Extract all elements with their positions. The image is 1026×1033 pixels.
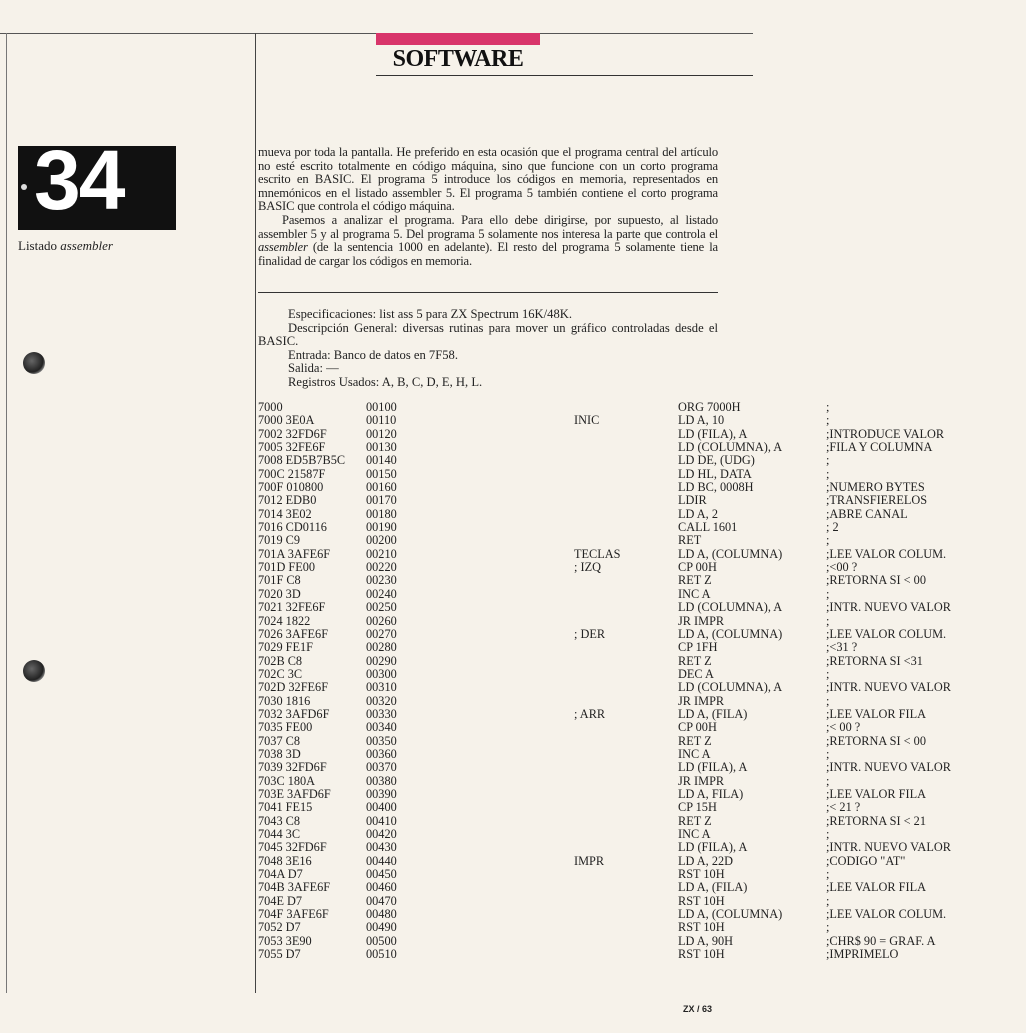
listing-row — [258, 775, 1026, 788]
listing-instr: JR IMPR — [678, 613, 725, 628]
title-rule — [376, 75, 753, 76]
listing-comment: ; — [826, 867, 830, 882]
listing-row — [258, 721, 1026, 734]
listing-addr: 702B C8 — [258, 653, 303, 668]
listing-instr: LD (COLUMNA), A — [678, 600, 783, 615]
listing-addr: 7043 C8 — [258, 813, 301, 828]
listing-comment: ;ABRE CANAL — [826, 506, 908, 521]
listing-instr: DEC A — [678, 666, 714, 681]
listing-label — [574, 868, 678, 881]
listing-row — [258, 508, 1026, 521]
listing-line: 00150 — [366, 466, 397, 481]
listing-instr: LD A, (FILA) — [678, 706, 748, 721]
listing-label — [574, 841, 678, 854]
listing-addr: 703E 3AFD6F — [258, 786, 331, 801]
listing-instr: CP 15H — [678, 800, 717, 815]
listing-row — [258, 788, 1026, 801]
listing-label — [574, 735, 678, 748]
listing-comment: ; — [826, 466, 830, 481]
listing-line: 00280 — [366, 640, 397, 655]
listing-line: 00320 — [366, 693, 397, 708]
listing-instr: RET Z — [678, 733, 712, 748]
listing-addr: 700F 010800 — [258, 480, 324, 495]
listing-comment: ;LEE VALOR COLUM. — [826, 546, 947, 561]
listing-instr: INC A — [678, 746, 711, 761]
listing-line: 00160 — [366, 480, 397, 495]
listing-instr: LD A, (FILA) — [678, 880, 748, 895]
listing-comment: ; — [826, 920, 830, 935]
listing-specifications — [258, 308, 718, 390]
listing-row — [258, 615, 1026, 628]
section-color-bar — [376, 33, 540, 45]
listing-row — [258, 855, 1026, 868]
listing-row — [258, 708, 1026, 721]
listing-addr: 7029 FE1F — [258, 640, 314, 655]
listing-label — [574, 895, 678, 908]
listing-addr: 701F C8 — [258, 573, 301, 588]
listing-addr: 7039 32FD6F — [258, 760, 327, 775]
listing-addr: 7019 C9 — [258, 533, 301, 548]
listing-line: 00180 — [366, 506, 397, 521]
listing-row — [258, 801, 1026, 814]
listing-label: ; IZQ — [574, 560, 601, 575]
listing-line: 00270 — [366, 626, 397, 641]
listing-comment: ;LEE VALOR COLUM. — [826, 626, 947, 641]
listing-comment: ; — [826, 893, 830, 908]
listing-addr: 704B 3AFE6F — [258, 880, 331, 895]
listing-comment: ; — [826, 613, 830, 628]
listing-line: 00460 — [366, 880, 397, 895]
listing-line: 00220 — [366, 560, 397, 575]
listing-line: 00390 — [366, 786, 397, 801]
spec-line: Especificaciones: list ass 5 para ZX Spectrum 16K/48K. — [288, 307, 572, 321]
column-rule — [255, 33, 256, 993]
listing-addr: 7012 EDB0 — [258, 493, 317, 508]
listing-comment: ;<00 ? — [826, 560, 858, 575]
listing-instr: LD A, 90H — [678, 933, 733, 948]
listing-line: 00330 — [366, 706, 397, 721]
paragraph-text: Pasemos a analizar el programa. Para ello debe dirigirse, por supuesto, al listado assembler 5 y al programa 5. Del programa 5 solamente nos interesa la parte que controla el — [258, 212, 718, 241]
listing-comment: ;LEE VALOR FILA — [826, 706, 926, 721]
listing-label — [574, 881, 678, 894]
listing-comment: ;TRANSFIERELOS — [826, 493, 928, 508]
badge-caption — [18, 238, 113, 254]
listing-line: 00300 — [366, 666, 397, 681]
caption-italic: assembler — [60, 238, 113, 253]
listing-row — [258, 401, 1026, 414]
listing-comment: ;CHR$ 90 = GRAF. A — [826, 933, 936, 948]
listing-label — [574, 681, 678, 694]
listing-addr: 7014 3E02 — [258, 506, 312, 521]
listing-line: 00230 — [366, 573, 397, 588]
listing-label: TECLAS — [574, 546, 621, 561]
listing-line: 00370 — [366, 760, 397, 775]
listing-label — [574, 574, 678, 587]
listing-row — [258, 841, 1026, 854]
listing-row — [258, 948, 1026, 961]
listing-label — [574, 921, 678, 934]
listing-row — [258, 681, 1026, 694]
listing-row — [258, 494, 1026, 507]
listing-line: 00250 — [366, 600, 397, 615]
listing-number: 34 — [34, 133, 124, 227]
listing-label: ; DER — [574, 626, 606, 641]
listing-row — [258, 414, 1026, 427]
listing-label — [574, 428, 678, 441]
listing-row — [258, 441, 1026, 454]
listing-label — [574, 441, 678, 454]
listing-comment: ; 2 — [826, 520, 839, 535]
listing-row — [258, 668, 1026, 681]
listing-label — [574, 494, 678, 507]
spec-line: Registros Usados: A, B, C, D, E, H, L. — [288, 374, 483, 389]
listing-instr: CP 1FH — [678, 640, 718, 655]
listing-label — [574, 655, 678, 668]
listing-instr: LD A, 2 — [678, 506, 718, 521]
listing-line: 00190 — [366, 520, 397, 535]
listing-addr: 7052 D7 — [258, 920, 301, 935]
listing-line: 00100 — [366, 400, 397, 414]
listing-line: 00510 — [366, 947, 397, 962]
listing-comment: ;FILA Y COLUMNA — [826, 440, 933, 455]
listing-addr: 704F 3AFE6F — [258, 907, 329, 922]
listing-row — [258, 548, 1026, 561]
listing-instr: LD A, (COLUMNA) — [678, 907, 783, 922]
listing-instr: RST 10H — [678, 947, 725, 962]
listing-label — [574, 721, 678, 734]
listing-label — [574, 948, 678, 961]
listing-addr: 7032 3AFD6F — [258, 706, 330, 721]
listing-instr: RST 10H — [678, 867, 725, 882]
listing-addr: 7021 32FE6F — [258, 600, 326, 615]
listing-row — [258, 641, 1026, 654]
listing-instr: LD HL, DATA — [678, 466, 752, 481]
listing-row — [258, 868, 1026, 881]
listing-addr: 704A D7 — [258, 867, 303, 882]
listing-instr: LD (FILA), A — [678, 760, 748, 775]
listing-line: 00210 — [366, 546, 397, 561]
listing-line: 00110 — [366, 413, 397, 428]
listing-row — [258, 561, 1026, 574]
listing-comment: ;RETORNA SI < 21 — [826, 813, 926, 828]
listing-label: INIC — [574, 413, 600, 428]
listing-row — [258, 481, 1026, 494]
listing-label — [574, 668, 678, 681]
listing-label — [574, 641, 678, 654]
listing-line: 00340 — [366, 720, 397, 735]
article-paragraph: mueva por toda la pantalla. He preferido en esta ocasión que el programa central del artículo no esté escrito totalmente en código máquina, sino que funcione con un corto programa escrito en BASIC. El programa 5 introduce los códigos en memoria, representados en mnemónicos en el listado assembler 5. El programa 5 también contiene el corto programa BASIC que controla el código máquina. — [258, 145, 718, 214]
listing-addr: 7024 1822 — [258, 613, 311, 628]
listing-line: 00120 — [366, 426, 397, 441]
spec-line: Salida: — — [288, 361, 339, 376]
listing-addr: 7026 3AFE6F — [258, 626, 329, 641]
caption-text: Listado — [18, 238, 61, 253]
listing-comment: ; — [826, 586, 830, 601]
listing-addr: 7055 D7 — [258, 947, 301, 962]
article-paragraph — [258, 214, 718, 268]
listing-line: 00380 — [366, 773, 397, 788]
listing-label — [574, 508, 678, 521]
assembler-listing — [258, 401, 1026, 961]
listing-line: 00450 — [366, 867, 397, 882]
listing-addr: 7000 3E0A — [258, 413, 315, 428]
listing-row — [258, 761, 1026, 774]
listing-line: 00200 — [366, 533, 397, 548]
listing-addr: 704E D7 — [258, 893, 303, 908]
listing-label — [574, 908, 678, 921]
listing-instr: INC A — [678, 827, 711, 841]
listing-line: 00130 — [366, 440, 397, 455]
listing-comment: ; — [826, 400, 830, 414]
listing-instr: JR IMPR — [678, 773, 725, 788]
listing-instr: LD (COLUMNA), A — [678, 440, 783, 455]
listing-line: 00350 — [366, 733, 397, 748]
listing-label: IMPR — [574, 853, 605, 868]
listing-instr: LD A, (COLUMNA) — [678, 546, 783, 561]
listing-comment: ;<31 ? — [826, 640, 858, 655]
listing-instr: LDIR — [678, 493, 707, 508]
listing-addr: 7037 C8 — [258, 733, 301, 748]
listing-label — [574, 748, 678, 761]
listing-line: 00490 — [366, 920, 397, 935]
listing-row — [258, 468, 1026, 481]
listing-addr: 7030 1816 — [258, 693, 311, 708]
listing-addr: 7045 32FD6F — [258, 840, 327, 855]
listing-number-badge — [18, 133, 176, 230]
listing-comment: ;INTR. NUEVO VALOR — [826, 760, 951, 775]
listing-comment: ; — [826, 533, 830, 548]
listing-instr: RET Z — [678, 653, 712, 668]
listing-addr: 702C 3C — [258, 666, 303, 681]
listing-instr: LD (FILA), A — [678, 840, 748, 855]
listing-addr: 7038 3D — [258, 746, 301, 761]
listing-comment: ;INTR. NUEVO VALOR — [826, 600, 951, 615]
listing-instr: LD (COLUMNA), A — [678, 680, 783, 695]
listing-line: 00310 — [366, 680, 397, 695]
listing-instr: RET — [678, 533, 702, 548]
listing-instr: INC A — [678, 586, 711, 601]
listing-row — [258, 815, 1026, 828]
listing-addr: 7002 32FD6F — [258, 426, 327, 441]
paragraph-italic: assembler — [258, 240, 308, 255]
listing-addr: 701A 3AFE6F — [258, 546, 331, 561]
listing-row — [258, 574, 1026, 587]
listing-instr: LD A, 22D — [678, 853, 733, 868]
listing-addr: 7044 3C — [258, 827, 301, 841]
listing-line: 00140 — [366, 453, 397, 468]
listing-instr: CP 00H — [678, 720, 717, 735]
listing-row — [258, 588, 1026, 601]
listing-label: ; ARR — [574, 706, 606, 721]
listing-row — [258, 521, 1026, 534]
listing-comment: ;IMPRIMELO — [826, 947, 899, 962]
listing-row — [258, 935, 1026, 948]
listing-comment: ;INTRODUCE VALOR — [826, 426, 945, 441]
listing-instr: CP 00H — [678, 560, 717, 575]
listing-instr: ORG 7000H — [678, 400, 741, 414]
listing-comment: ; — [826, 666, 830, 681]
listing-addr: 7035 FE00 — [258, 720, 313, 735]
page-number: ZX / 63 — [683, 1004, 713, 1014]
listing-addr: 703C 180A — [258, 773, 316, 788]
listing-comment: ;LEE VALOR FILA — [826, 880, 926, 895]
listing-row — [258, 881, 1026, 894]
listing-row — [258, 695, 1026, 708]
listing-comment: ;RETORNA SI <31 — [826, 653, 923, 668]
listing-instr: LD (FILA), A — [678, 426, 748, 441]
listing-instr: LD A, (COLUMNA) — [678, 626, 783, 641]
listing-label — [574, 601, 678, 614]
listing-comment: ;NUMERO BYTES — [826, 480, 925, 495]
listing-label — [574, 761, 678, 774]
listing-row — [258, 655, 1026, 668]
listing-row — [258, 601, 1026, 614]
listing-label — [574, 801, 678, 814]
listing-line: 00170 — [366, 493, 397, 508]
listing-row — [258, 921, 1026, 934]
listing-label — [574, 454, 678, 467]
listing-comment: ;RETORNA SI < 00 — [826, 733, 926, 748]
left-frame-rule — [6, 33, 7, 993]
listing-line: 00420 — [366, 827, 397, 841]
listing-label — [574, 815, 678, 828]
listing-label — [574, 775, 678, 788]
listing-row — [258, 534, 1026, 547]
listing-row — [258, 454, 1026, 467]
listing-row — [258, 748, 1026, 761]
listing-label — [574, 468, 678, 481]
listing-line: 00400 — [366, 800, 397, 815]
listing-line: 00290 — [366, 653, 397, 668]
listing-addr: 7041 FE15 — [258, 800, 313, 815]
listing-addr: 7020 3D — [258, 586, 301, 601]
listing-instr: LD BC, 0008H — [678, 480, 754, 495]
listing-line: 00360 — [366, 746, 397, 761]
binder-hole — [23, 660, 45, 682]
listing-comment: ;LEE VALOR COLUM. — [826, 907, 947, 922]
listing-line: 00440 — [366, 853, 397, 868]
listing-comment: ; — [826, 827, 830, 841]
listing-comment: ; — [826, 453, 830, 468]
listing-line: 00470 — [366, 893, 397, 908]
listing-instr: LD DE, (UDG) — [678, 453, 755, 468]
listing-instr: LD A, 10 — [678, 413, 725, 428]
listing-line: 00480 — [366, 907, 397, 922]
listing-comment: ;RETORNA SI < 00 — [826, 573, 926, 588]
listing-label — [574, 788, 678, 801]
listing-label — [574, 401, 678, 414]
listing-addr: 7053 3E90 — [258, 933, 312, 948]
listing-row — [258, 908, 1026, 921]
listing-addr: 7048 3E16 — [258, 853, 312, 868]
listing-instr: JR IMPR — [678, 693, 725, 708]
section-title: SOFTWARE — [392, 46, 524, 72]
listing-instr: RET Z — [678, 813, 712, 828]
listing-addr: 7016 CD0116 — [258, 520, 327, 535]
listing-row — [258, 628, 1026, 641]
spec-line: Entrada: Banco de datos en 7F58. — [288, 347, 458, 362]
listing-line: 00500 — [366, 933, 397, 948]
listing-instr: RET Z — [678, 573, 712, 588]
listing-line: 00240 — [366, 586, 397, 601]
listing-instr: CALL 1601 — [678, 520, 738, 535]
listing-instr: RST 10H — [678, 920, 725, 935]
article-text — [258, 146, 718, 268]
listing-addr: 7008 ED5B7B5C — [258, 453, 346, 468]
listing-label — [574, 615, 678, 628]
listing-row — [258, 735, 1026, 748]
listing-line: 00410 — [366, 813, 397, 828]
listing-instr: LD A, FILA) — [678, 786, 744, 801]
paragraph-text: (de la sentencia 1000 en adelante). El resto del programa 5 solamente tiene la finalidad de cargar los códigos en memoria. — [258, 240, 718, 268]
listing-line: 00260 — [366, 613, 397, 628]
listing-comment: ; — [826, 746, 830, 761]
listing-row — [258, 895, 1026, 908]
badge-dot — [21, 184, 27, 190]
listing-label — [574, 935, 678, 948]
listing-label — [574, 828, 678, 841]
listing-comment: ; — [826, 693, 830, 708]
section-divider — [258, 292, 718, 293]
listing-comment: ; — [826, 413, 830, 428]
listing-label — [574, 521, 678, 534]
listing-addr: 7005 32FE6F — [258, 440, 326, 455]
listing-line: 00430 — [366, 840, 397, 855]
listing-label — [574, 481, 678, 494]
listing-comment: ;CODIGO "AT" — [826, 853, 906, 868]
listing-comment: ;LEE VALOR FILA — [826, 786, 926, 801]
listing-comment: ;INTR. NUEVO VALOR — [826, 840, 951, 855]
listing-instr: RST 10H — [678, 893, 725, 908]
listing-label — [574, 588, 678, 601]
listing-addr: 7000 — [258, 400, 283, 414]
listing-addr: 701D FE00 — [258, 560, 316, 575]
spec-line: Descripción General: diversas rutinas para mover un gráfico controladas desde el BASIC. — [258, 320, 718, 349]
binder-hole — [23, 352, 45, 374]
listing-comment: ;< 00 ? — [826, 720, 861, 735]
listing-comment: ;INTR. NUEVO VALOR — [826, 680, 951, 695]
listing-comment: ; — [826, 773, 830, 788]
listing-row — [258, 828, 1026, 841]
listing-addr: 702D 32FE6F — [258, 680, 329, 695]
listing-label — [574, 695, 678, 708]
listing-row — [258, 428, 1026, 441]
listing-addr: 700C 21587F — [258, 466, 326, 481]
listing-comment: ;< 21 ? — [826, 800, 861, 815]
listing-label — [574, 534, 678, 547]
